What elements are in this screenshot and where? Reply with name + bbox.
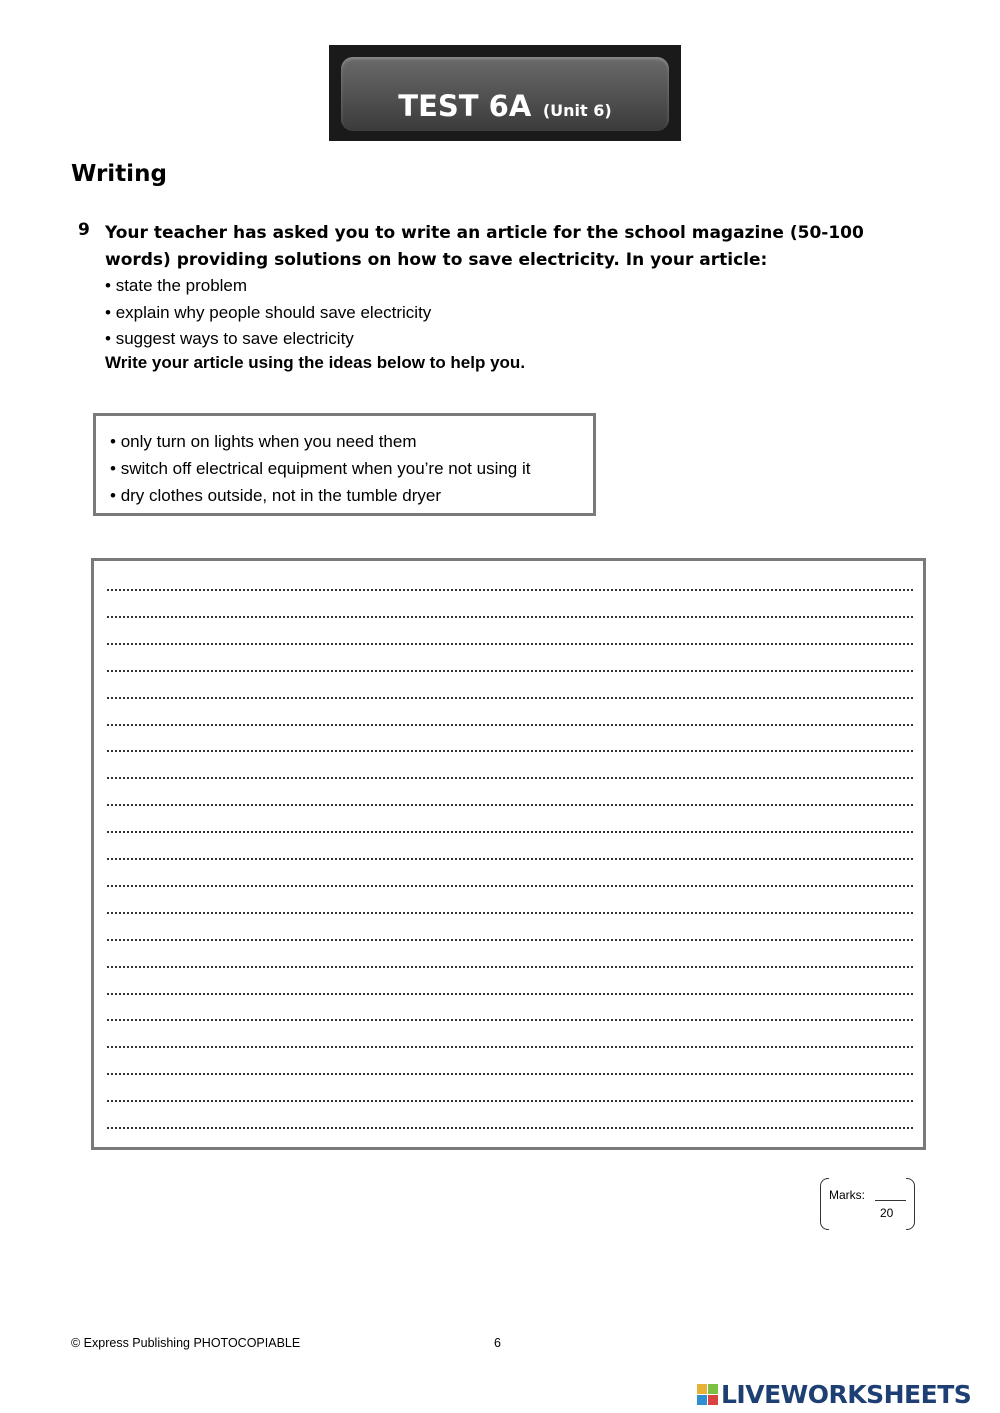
writing-line[interactable]	[107, 643, 913, 645]
page-number: 6	[494, 1336, 501, 1350]
section-title: Writing	[71, 161, 167, 187]
answer-writing-area[interactable]	[91, 558, 926, 1150]
liveworksheets-logo	[697, 1378, 971, 1410]
task-point: • suggest ways to save electricity	[105, 326, 431, 353]
writing-line[interactable]	[107, 750, 913, 752]
marks-box	[820, 1178, 915, 1230]
question-number: 9	[78, 220, 90, 240]
writing-line[interactable]	[107, 966, 913, 968]
task-points-list	[105, 273, 431, 353]
task-point: • state the problem	[105, 273, 431, 300]
writing-line[interactable]	[107, 831, 913, 833]
ideas-box	[93, 413, 596, 516]
banner-text	[329, 89, 681, 123]
test-title-banner	[329, 45, 681, 141]
logo-mark-icon	[697, 1384, 718, 1405]
marks-score-blank[interactable]	[875, 1200, 906, 1201]
writing-line[interactable]	[107, 697, 913, 699]
task-instruction: Write your article using the ideas below to help you.	[105, 353, 526, 372]
idea-item: • only turn on lights when you need them	[110, 428, 593, 455]
writing-line[interactable]	[107, 1073, 913, 1075]
unit-label: (Unit 6)	[542, 101, 612, 120]
writing-line[interactable]	[107, 589, 913, 591]
idea-item: • dry clothes outside, not in the tumble dryer	[110, 482, 593, 509]
writing-line[interactable]	[107, 1046, 913, 1048]
left-bracket	[820, 1178, 829, 1230]
writing-line[interactable]	[107, 777, 913, 779]
question-prompt: Your teacher has asked you to write an article for the school magazine (50-100 words) providing solutions on how to save electricity. In your article:	[105, 223, 864, 270]
writing-line[interactable]	[107, 912, 913, 914]
writing-line[interactable]	[107, 1100, 913, 1102]
writing-line[interactable]	[107, 993, 913, 995]
writing-line[interactable]	[107, 858, 913, 860]
writing-line[interactable]	[107, 939, 913, 941]
right-bracket	[906, 1178, 915, 1230]
writing-line[interactable]	[107, 724, 913, 726]
task-point: • explain why people should save electricity	[105, 300, 431, 327]
writing-line[interactable]	[107, 1127, 913, 1129]
writing-line[interactable]	[107, 670, 913, 672]
writing-line[interactable]	[107, 616, 913, 618]
logo-text: LIVEWORKSHEETS	[721, 1379, 972, 1409]
copyright-footer: © Express Publishing PHOTOCOPIABLE	[71, 1336, 301, 1350]
idea-item: • switch off electrical equipment when you’re not using it	[110, 455, 593, 482]
writing-line[interactable]	[107, 1019, 913, 1021]
marks-label: Marks:	[829, 1188, 865, 1202]
writing-line[interactable]	[107, 885, 913, 887]
marks-total: 20	[880, 1206, 894, 1220]
writing-line[interactable]	[107, 804, 913, 806]
test-title: TEST 6A	[398, 89, 532, 123]
